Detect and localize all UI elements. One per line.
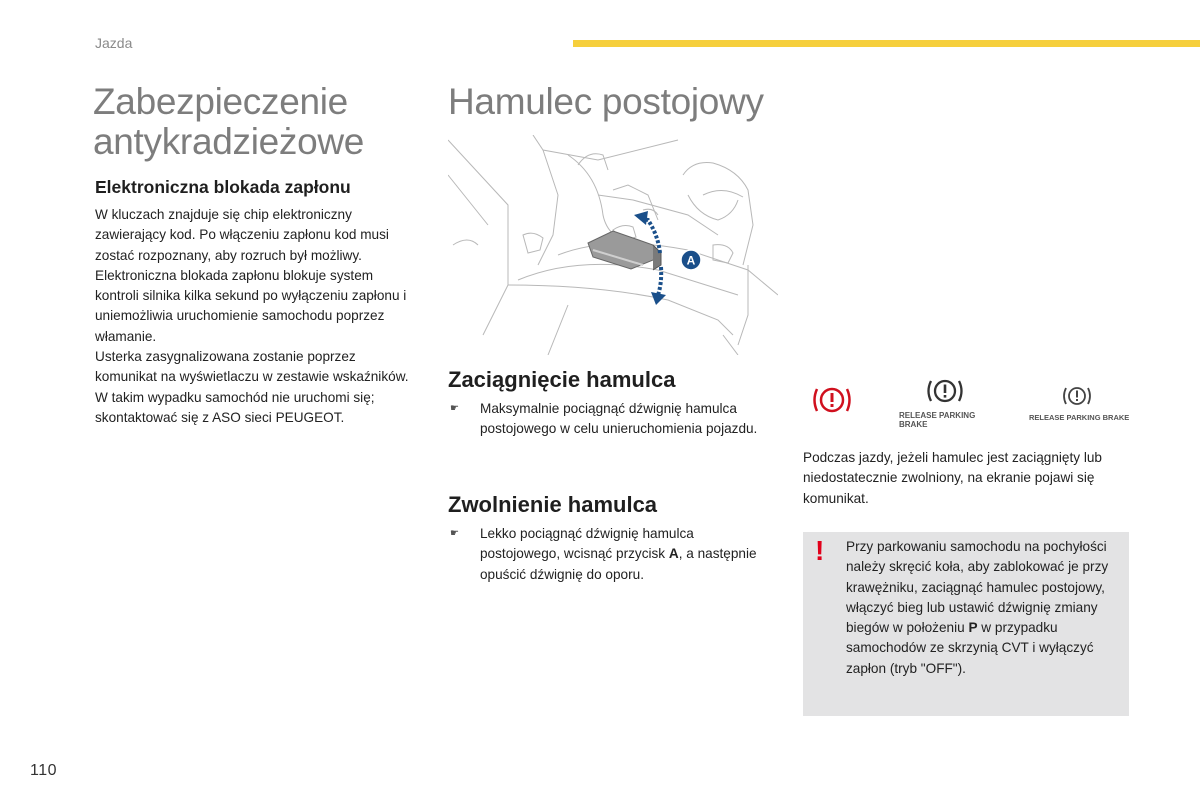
parking-brake-red-icon [810,383,854,417]
callout-a-label: A [686,253,696,268]
release-heading: Zwolnienie hamulca [448,492,658,517]
left-paragraph-4: W takim wypadku samochód nie uruchomi się; skontaktować się z ASO sieci PEUGEOT. [95,389,375,425]
left-subtitle: Elektroniczna blokada zapłonu [95,177,351,197]
parking-brake-small-icon [1059,383,1095,409]
release-bullet [450,524,760,585]
warning-lights [805,375,1135,435]
page-number: 110 [30,762,58,779]
release-parking-brake-label-1: RELEASE PARKING BRAKE [899,411,976,429]
left-paragraph-1: W kluczach znajduje się chip elektroniczny zawierający kod. Po włączeniu zapłonu kod musi zostać rozpoznany, aby rozruch był możliwy. [95,207,389,263]
release-bullet-text: Lekko pociągnąć dźwignię hamulca postojowego, wcisnąć przycisk A, a następnie opuścić dźwignię do oporu. [480,526,757,582]
left-title: Zabezpieczenie antykradzieżowe [93,81,365,162]
apply-bullet-text: Maksymalnie pociągnąć dźwignię hamulca postojowego w celu unieruchomienia pojazdu. [480,401,758,437]
header-accent-bar [573,40,1200,47]
warning-text: Przy parkowaniu samochodu na pochyłości należy skręcić koła, aby zablokować je przy krawężniku, zaciągnąć hamulec postojowy, włączyć bieg lub ustawić dźwignię zmiany biegów w położeniu P w przypadku samochodów ze skrzynią CVT i wyłączyć zapłon (tryb "OFF"). [846,539,1109,676]
parking-brake-illustration [448,135,778,355]
parking-brake-icon [923,375,967,407]
release-parking-brake-label-2: RELEASE PARKING BRAKE [1029,413,1130,422]
section-label: Jazda [95,35,133,51]
bullet-icon: ☛ [450,528,459,539]
warning-icon: ! [815,535,825,566]
apply-bullet [450,399,780,440]
right-paragraph: Podczas jazdy, jeżeli hamulec jest zaciągnięty lub niedostatecznie zwolniony, na ekranie pojawi się komunikat. [803,450,1102,506]
left-body [95,205,420,428]
middle-title: Hamulec postojowy [448,81,764,122]
left-paragraph-2: Elektroniczna blokada zapłonu blokuje system kontroli silnika kilka sekund po wyłączeniu zapłonu i uniemożliwia uruchomienie samochodu poprzez włamanie. [95,267,407,344]
apply-heading: Zaciągnięcie hamulca [448,367,676,392]
left-paragraph-3: Usterka zasygnalizowana zostanie poprzez komunikat na wyświetlaczu w zestawie wskaźników. [95,349,409,385]
bullet-icon: ☛ [450,403,459,414]
